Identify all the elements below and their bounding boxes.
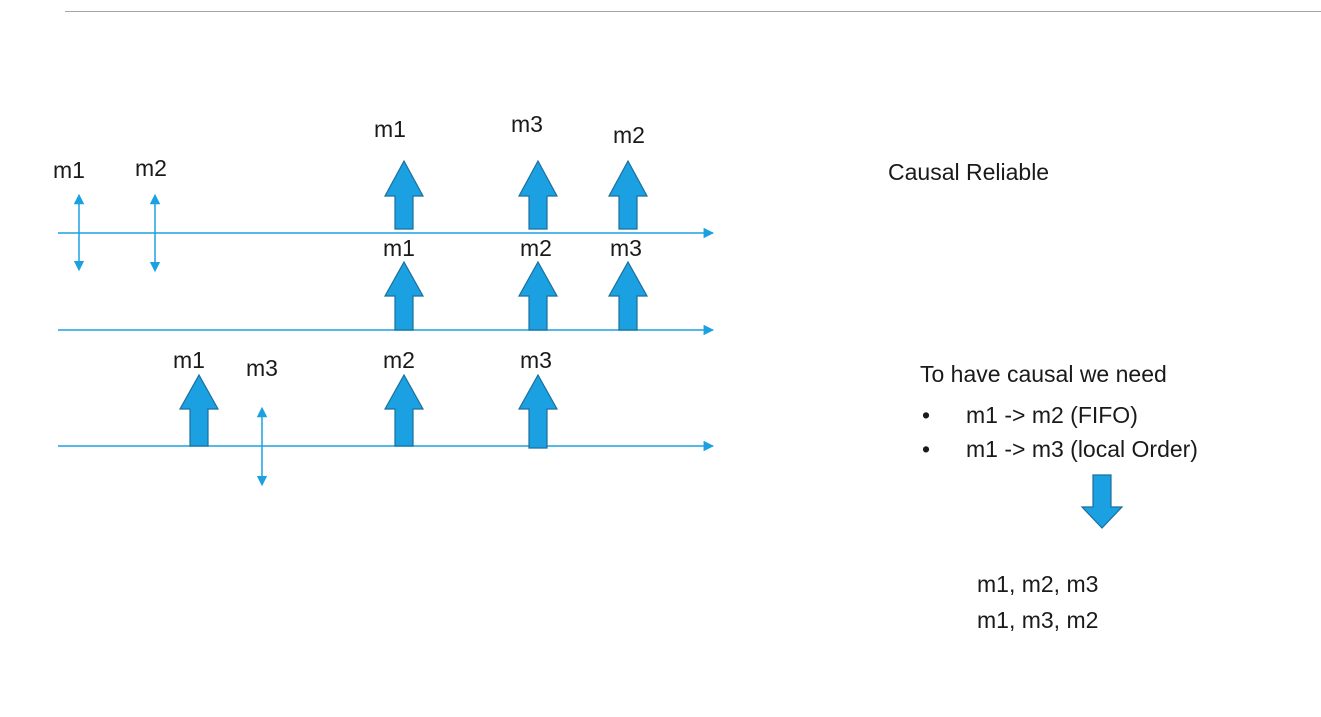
delivery-arrow-p2-m2 [519,262,557,330]
p3-delivery-label-1: m2 [383,347,415,373]
requirement-text: m1 -> m3 (local Order) [966,436,1198,462]
delivery-arrow-p3-m3 [519,375,557,448]
p3-send-label-m1: m1 [173,347,205,373]
p1-send-label-m2: m2 [135,155,167,181]
requirements-list [922,398,1198,466]
bullet-icon: • [922,436,931,462]
implies-down-arrow [1082,475,1122,528]
list-item [922,432,1198,466]
delivery-arrow-p2-m3 [609,262,647,330]
ordering-2: m1, m3, m2 [977,607,1099,633]
delivery-arrow-p1-m2 [609,161,647,229]
delivery-arrow-p2-m1 [385,262,423,330]
p1-delivery-label-3: m2 [613,122,645,148]
p1-delivery-label-1: m1 [374,116,406,142]
send-arrow-p3-m1 [180,375,218,446]
list-item [922,398,1198,432]
p1-delivery-label-2: m3 [511,111,543,137]
requirements-title: To have causal we need [920,361,1167,387]
requirement-text: m1 -> m2 (FIFO) [966,402,1138,428]
slide-heading: Causal Reliable [888,159,1050,185]
p3-delivery-label-2: m3 [520,347,552,373]
delivery-arrow-p1-m3 [519,161,557,229]
bullet-icon: • [922,402,931,428]
p2-delivery-label-3: m3 [610,235,642,261]
p1-send-label-m1: m1 [53,157,85,183]
delivery-arrow-p1-m1 [385,161,423,229]
p2-delivery-label-1: m1 [383,235,415,261]
valid-orderings [977,566,1098,638]
p2-delivery-label-2: m2 [520,235,552,261]
delivery-arrow-p3-m2 [385,375,423,446]
ordering-1: m1, m2, m3 [977,571,1099,597]
p3-send-label-m3: m3 [246,355,278,381]
